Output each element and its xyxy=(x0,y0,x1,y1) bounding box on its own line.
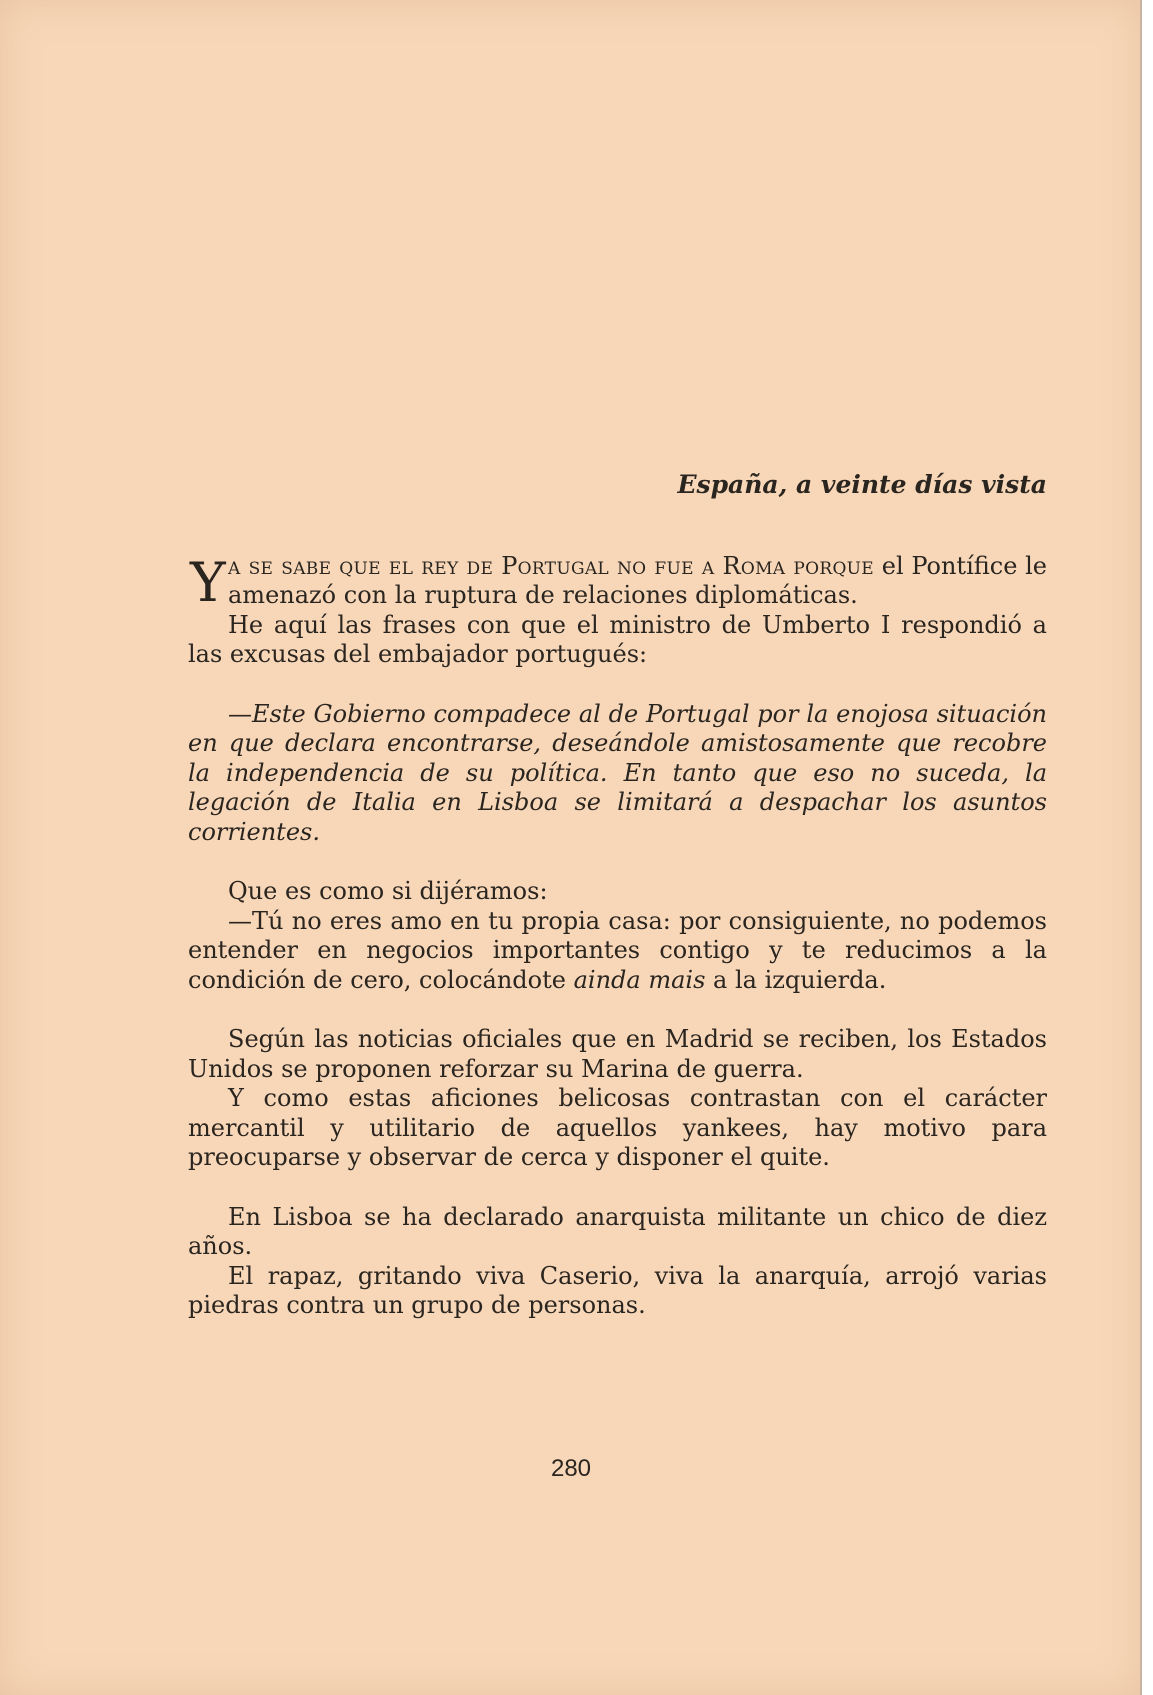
paragraph-rapaz: El rapaz, gritando viva Caserio, viva la anarquía, arrojó varias piedras contra un grupo de personas. xyxy=(188,1261,1047,1319)
reply-italic-phrase: ainda mais xyxy=(573,965,706,994)
text-column xyxy=(188,470,1047,1321)
paragraph-yankees: Y como estas aficiones belicosas contrastan con el carácter mercantil y utilitario de aquellos yankees, hay motivo para preocuparse y observar de cerca y disponer el quite. xyxy=(188,1084,1047,1171)
reply-text-end: a la izquierda. xyxy=(705,965,887,994)
paragraph-navy: Según las noticias oficiales que en Madrid se reciben, los Estados Unidos se proponen reforzar su Marina de guerra. xyxy=(188,1025,1047,1083)
opening-rest: el Pontífice le amenazó con la ruptura de relaciones diplomáticas. xyxy=(228,551,1047,609)
reply-text-start: —Tú no eres amo en tu propia casa: por consiguiente, no podemos entender en negocios importantes contigo y te reducimos a la condición de cero, colocándote xyxy=(188,906,1047,994)
page-number: 280 xyxy=(550,1455,592,1482)
paragraph-reply xyxy=(188,907,1047,996)
drop-cap: Y xyxy=(190,550,226,614)
opening-paragraph xyxy=(188,550,1047,614)
paragraph-lisboa: En Lisboa se ha declarado anarquista militante un chico de diez años. xyxy=(188,1202,1047,1260)
quoted-statement: —Este Gobierno compadece al de Portugal por la enojosa situación en que declara encontrarse, deseándole amistosamente que recobre la independencia de su política. En tanto que eso no suceda, la legación de Italia en Lisboa se limitará a despachar los asuntos corrientes. xyxy=(188,699,1047,846)
section-heading: España, a veinte días vista xyxy=(677,470,1047,499)
paragraph-as-if: Que es como si dijéramos: xyxy=(228,877,548,905)
paragraph-response: He aquí las frases con que el ministro de Umberto I respondió a las excusas del embajador portugués: xyxy=(188,610,1047,668)
page-edge xyxy=(1140,0,1153,1695)
opening-smallcaps: a se sabe que el rey de Portugal no fue a Roma porque xyxy=(228,551,875,580)
